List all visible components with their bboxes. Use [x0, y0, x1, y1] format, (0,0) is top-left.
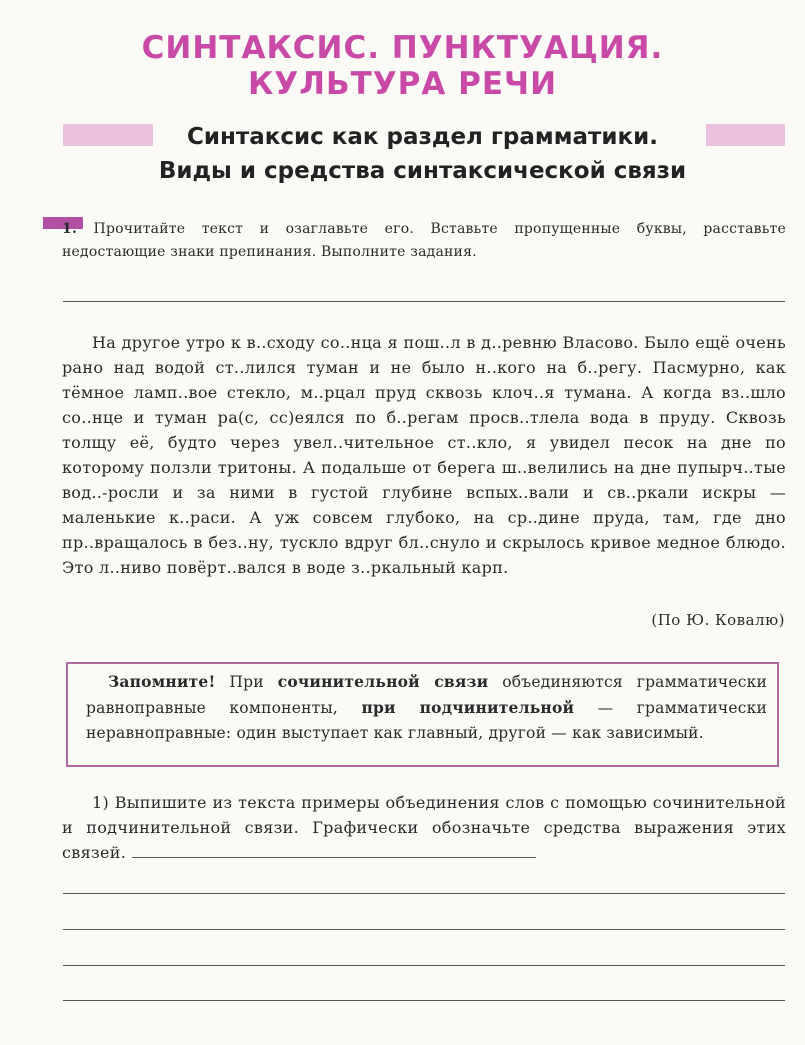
remember-label: Запомните! — [108, 672, 216, 691]
remember-text-part: — грамматически неравноправные: один выступает как главный, другой — как зависимый. — [86, 699, 768, 742]
answer-line[interactable] — [63, 1000, 785, 1001]
answer-line[interactable] — [63, 929, 785, 930]
answer-line[interactable] — [63, 965, 785, 966]
task-number: 1. — [62, 221, 78, 237]
passage-source: (По Ю. Ковалю) — [651, 611, 785, 629]
remember-text — [86, 669, 767, 746]
title-answer-line[interactable] — [63, 301, 785, 302]
chapter-title — [0, 30, 805, 102]
task-instruction-text: Прочитайте текст и озаглавьте его. Вставьте пропущенные буквы, расставьте недостающие знаки препинания. Выполните задания. — [62, 221, 786, 260]
section-title — [60, 120, 785, 188]
remember-text-part: объединяются грамматически равноправные компоненты, — [86, 673, 768, 717]
chapter-title-line1: СИНТАКСИС. ПУНКТУАЦИЯ. — [141, 30, 664, 66]
term-subordinating: при подчинительной — [361, 698, 575, 717]
answer-line-inline[interactable] — [132, 843, 536, 858]
remember-text-part: При — [215, 673, 278, 691]
term-coordinating: сочинительной связи — [277, 672, 489, 691]
section-title-line2: Виды и средства синтаксической связи — [158, 158, 687, 184]
chapter-title-line2: КУЛЬТУРА РЕЧИ — [247, 66, 558, 102]
question-1 — [62, 790, 786, 865]
passage-text: На другое утро к в..сходу со..нца я пош..л в д..ревню Власово. Было ещё очень рано над водой ст..лился туман и не было н..кого на б..регу. Пасмурно, как тёмное ламп..вое стекло, м..рцал пруд сквозь клоч..я тумана. А когда вз..шло со..нце и туман ра(с, сс)еялся по б..регам просв..тлела вода в пруду. Сквозь толщу её, будто через увел..чительное ст..кло, я увидел песок на дне по которому ползли тритоны. А подальше от берега ш..велились на дне пупырч..тые вод..-росли и за ними в густой глубине вспых..вали и св..ркали искры — маленькие к..раси. А уж совсем глубоко, на ср..дине пруда, там, где дно пр..вращалось в без..ну, тускло вдруг бл..снуло и скрылось кривое медное блюдо. Это л..ниво повёрт..вался в воде з..ркальный карп. — [62, 333, 786, 577]
section-title-line1: Синтаксис как раздел грамматики. — [187, 124, 658, 150]
answer-line[interactable] — [63, 893, 785, 894]
question-1-text: 1) Выпишите из текста примеры объединения слов с помощью сочинительной и подчинительной связи. Графически обозначьте средства выражения этих связей. — [62, 793, 786, 862]
task-instruction — [62, 218, 786, 264]
remember-box — [66, 662, 779, 767]
